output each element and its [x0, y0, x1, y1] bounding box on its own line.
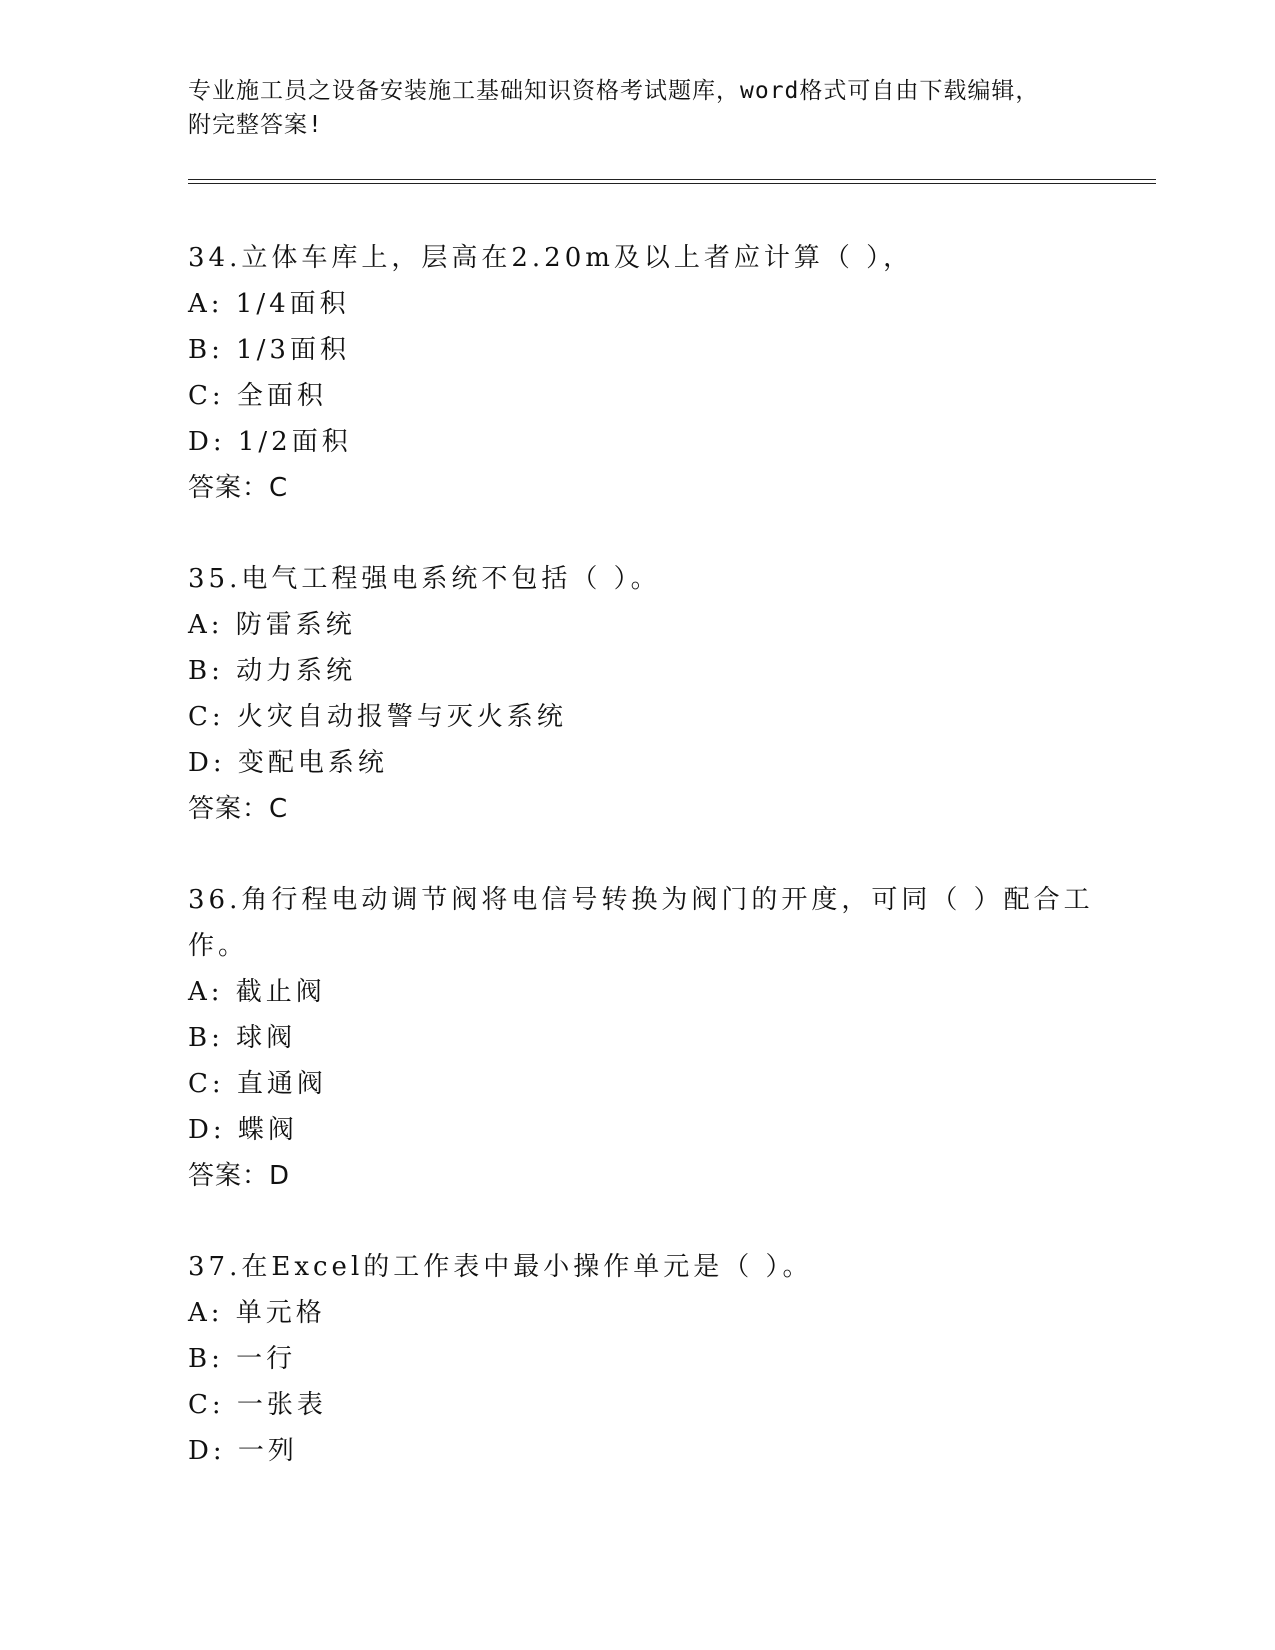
option-b: B: 动力系统	[188, 656, 357, 686]
option-c: C: 直通阀	[188, 1069, 327, 1099]
header-divider-top	[188, 179, 1156, 180]
option-c: C: 火灾自动报警与灭火系统	[188, 702, 567, 732]
document-header	[188, 74, 1088, 142]
option-b: B: 一行	[188, 1344, 297, 1374]
option-b: B: 1/3面积	[188, 335, 350, 365]
option-a: A: 1/4面积	[188, 289, 350, 319]
option-d: D: 一列	[188, 1436, 298, 1466]
option-b: B: 球阀	[188, 1023, 297, 1053]
option-c: C: 全面积	[188, 381, 327, 411]
header-line-1: 专业施工员之设备安装施工基础知识资格考试题库，word格式可自由下载编辑，	[188, 78, 1040, 104]
option-a: A: 单元格	[188, 1298, 326, 1328]
option-a: A: 截止阀	[188, 977, 326, 1007]
answer-text: 答案：C	[188, 473, 289, 503]
question-stem: 37.在Excel的工作表中最小操作单元是（ ）。	[188, 1252, 813, 1282]
header-line-2: 附完整答案!	[188, 112, 323, 138]
answer-text: 答案：C	[188, 794, 289, 824]
option-d: D: 1/2面积	[188, 427, 352, 457]
question-36	[188, 877, 1094, 1199]
question-list	[188, 235, 1094, 1519]
header-divider-bottom	[188, 183, 1156, 184]
question-stem-line-2: 作。	[188, 931, 249, 961]
option-d: D: 蝶阀	[188, 1115, 298, 1145]
option-d: D: 变配电系统	[188, 748, 388, 778]
option-c: C: 一张表	[188, 1390, 327, 1420]
question-35	[188, 556, 1088, 832]
question-stem-line-1: 36.角行程电动调节阀将电信号转换为阀门的开度，可同（ ）配合工	[188, 885, 1094, 915]
question-37	[188, 1244, 1088, 1474]
answer-text: 答案：D	[188, 1161, 291, 1191]
option-a: A: 防雷系统	[188, 610, 356, 640]
question-34	[188, 235, 1088, 511]
question-stem: 34.立体车库上，层高在2.20m及以上者应计算（ ），	[188, 243, 914, 273]
question-stem: 35.电气工程强电系统不包括（ ）。	[188, 564, 661, 594]
